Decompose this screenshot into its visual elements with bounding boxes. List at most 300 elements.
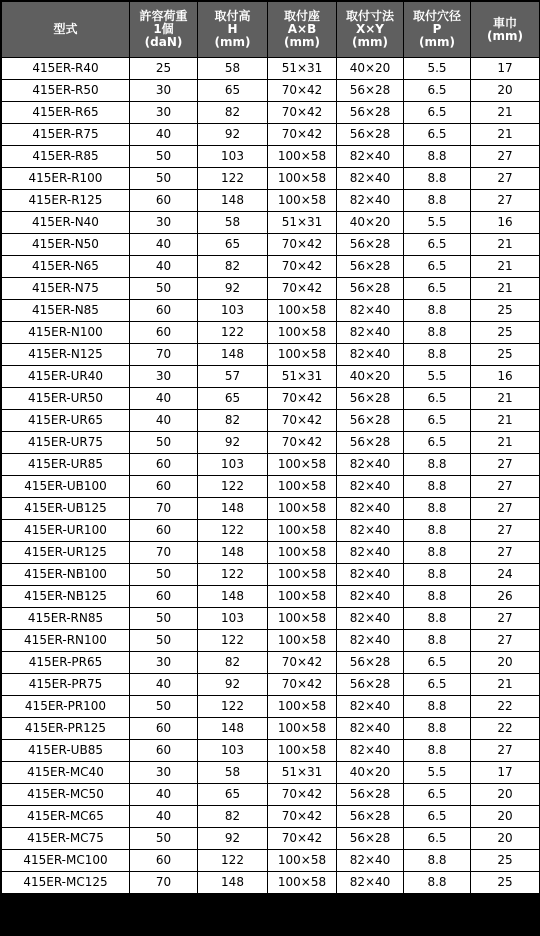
cell-wheel-width: 25: [471, 344, 540, 366]
column-header-mounting-dimension: [337, 2, 404, 58]
cell-mounting-height: 82: [198, 652, 268, 674]
cell-mounting-height: 82: [198, 410, 268, 432]
cell-mounting-base: 100×58: [268, 718, 337, 740]
cell-mounting-base: 100×58: [268, 498, 337, 520]
cell-mounting-height: 92: [198, 828, 268, 850]
cell-mounting-base: 70×42: [268, 278, 337, 300]
cell-wheel-width: 21: [471, 124, 540, 146]
cell-mounting-dimension: 56×28: [337, 80, 404, 102]
cell-mounting-hole-diameter: 6.5: [404, 828, 471, 850]
column-header-line: A×B: [287, 22, 317, 36]
cell-mounting-dimension: 56×28: [337, 234, 404, 256]
cell-model: 415ER-N75: [2, 278, 130, 300]
cell-model: 415ER-MC40: [2, 762, 130, 784]
cell-mounting-height: 148: [198, 190, 268, 212]
column-header-line: X×Y: [356, 22, 384, 36]
spec-table: [1, 1, 540, 894]
column-header-wheel-width: [471, 2, 540, 58]
cell-mounting-base: 100×58: [268, 454, 337, 476]
table-row: [2, 146, 540, 168]
cell-model: 415ER-UR125: [2, 542, 130, 564]
table-row: [2, 784, 540, 806]
table-row: [2, 388, 540, 410]
cell-mounting-height: 58: [198, 762, 268, 784]
cell-mounting-hole-diameter: 8.8: [404, 586, 471, 608]
table-row: [2, 520, 540, 542]
cell-allowable-load: 60: [130, 718, 198, 740]
cell-wheel-width: 16: [471, 212, 540, 234]
cell-model: 415ER-UR65: [2, 410, 130, 432]
column-header-line: 取付寸法: [345, 9, 394, 23]
cell-mounting-hole-diameter: 6.5: [404, 674, 471, 696]
cell-mounting-hole-diameter: 8.8: [404, 146, 471, 168]
cell-mounting-hole-diameter: 5.5: [404, 762, 471, 784]
cell-mounting-dimension: 56×28: [337, 784, 404, 806]
column-header-line: (mm): [214, 35, 251, 49]
cell-allowable-load: 30: [130, 366, 198, 388]
cell-mounting-hole-diameter: 8.8: [404, 520, 471, 542]
cell-mounting-base: 70×42: [268, 256, 337, 278]
cell-mounting-dimension: 82×40: [337, 476, 404, 498]
cell-mounting-height: 148: [198, 586, 268, 608]
cell-allowable-load: 30: [130, 652, 198, 674]
column-header-line: 取付座: [283, 9, 320, 23]
cell-allowable-load: 60: [130, 190, 198, 212]
cell-mounting-base: 70×42: [268, 410, 337, 432]
cell-mounting-base: 70×42: [268, 806, 337, 828]
cell-mounting-dimension: 82×40: [337, 498, 404, 520]
cell-allowable-load: 70: [130, 872, 198, 894]
cell-mounting-dimension: 82×40: [337, 718, 404, 740]
cell-mounting-height: 122: [198, 476, 268, 498]
cell-wheel-width: 17: [471, 762, 540, 784]
cell-model: 415ER-MC65: [2, 806, 130, 828]
table-row: [2, 300, 540, 322]
table-body: [2, 58, 540, 894]
cell-mounting-hole-diameter: 6.5: [404, 256, 471, 278]
column-header-line: (mm): [284, 35, 320, 49]
cell-mounting-hole-diameter: 6.5: [404, 784, 471, 806]
cell-mounting-height: 122: [198, 696, 268, 718]
table-row: [2, 124, 540, 146]
cell-mounting-dimension: 40×20: [337, 762, 404, 784]
column-header-line: (mm): [419, 35, 455, 49]
cell-mounting-height: 103: [198, 608, 268, 630]
cell-mounting-base: 51×31: [268, 762, 337, 784]
table-row: [2, 564, 540, 586]
cell-mounting-hole-diameter: 8.8: [404, 872, 471, 894]
cell-mounting-height: 82: [198, 806, 268, 828]
cell-mounting-hole-diameter: 8.8: [404, 850, 471, 872]
cell-model: 415ER-R40: [2, 58, 130, 80]
cell-model: 415ER-MC75: [2, 828, 130, 850]
cell-mounting-height: 103: [198, 300, 268, 322]
cell-mounting-base: 70×42: [268, 124, 337, 146]
cell-mounting-hole-diameter: 6.5: [404, 80, 471, 102]
cell-model: 415ER-N125: [2, 344, 130, 366]
cell-wheel-width: 20: [471, 806, 540, 828]
cell-wheel-width: 27: [471, 190, 540, 212]
cell-model: 415ER-N65: [2, 256, 130, 278]
cell-mounting-base: 100×58: [268, 168, 337, 190]
cell-wheel-width: 25: [471, 872, 540, 894]
cell-mounting-base: 100×58: [268, 146, 337, 168]
cell-allowable-load: 40: [130, 124, 198, 146]
cell-mounting-dimension: 56×28: [337, 828, 404, 850]
cell-mounting-hole-diameter: 8.8: [404, 630, 471, 652]
cell-allowable-load: 60: [130, 300, 198, 322]
cell-wheel-width: 21: [471, 102, 540, 124]
cell-mounting-height: 57: [198, 366, 268, 388]
cell-mounting-dimension: 82×40: [337, 344, 404, 366]
cell-model: 415ER-R100: [2, 168, 130, 190]
cell-model: 415ER-UB125: [2, 498, 130, 520]
cell-model: 415ER-PR75: [2, 674, 130, 696]
cell-mounting-height: 92: [198, 432, 268, 454]
cell-model: 415ER-UR75: [2, 432, 130, 454]
cell-model: 415ER-R125: [2, 190, 130, 212]
cell-mounting-height: 65: [198, 80, 268, 102]
cell-mounting-base: 100×58: [268, 564, 337, 586]
cell-mounting-dimension: 40×20: [337, 366, 404, 388]
cell-mounting-dimension: 82×40: [337, 168, 404, 190]
table-row: [2, 850, 540, 872]
cell-mounting-height: 122: [198, 564, 268, 586]
table-row: [2, 652, 540, 674]
cell-mounting-base: 70×42: [268, 234, 337, 256]
cell-mounting-height: 103: [198, 740, 268, 762]
cell-mounting-hole-diameter: 8.8: [404, 564, 471, 586]
cell-mounting-height: 65: [198, 234, 268, 256]
cell-mounting-height: 103: [198, 454, 268, 476]
cell-mounting-dimension: 82×40: [337, 454, 404, 476]
cell-mounting-base: 100×58: [268, 608, 337, 630]
table-row: [2, 190, 540, 212]
table-row: [2, 872, 540, 894]
column-header-line: 許容荷重: [139, 9, 188, 23]
cell-allowable-load: 70: [130, 344, 198, 366]
column-header-line: 型式: [53, 22, 78, 36]
table-row: [2, 630, 540, 652]
cell-mounting-hole-diameter: 5.5: [404, 58, 471, 80]
table-row: [2, 586, 540, 608]
cell-mounting-base: 51×31: [268, 58, 337, 80]
cell-mounting-base: 100×58: [268, 520, 337, 542]
cell-mounting-base: 70×42: [268, 784, 337, 806]
cell-allowable-load: 50: [130, 432, 198, 454]
cell-mounting-base: 100×58: [268, 322, 337, 344]
cell-mounting-hole-diameter: 5.5: [404, 212, 471, 234]
cell-model: 415ER-N100: [2, 322, 130, 344]
column-header-mounting-hole-diameter: [404, 2, 471, 58]
cell-wheel-width: 27: [471, 630, 540, 652]
cell-wheel-width: 22: [471, 696, 540, 718]
cell-wheel-width: 16: [471, 366, 540, 388]
table-row: [2, 498, 540, 520]
cell-mounting-hole-diameter: 8.8: [404, 344, 471, 366]
cell-mounting-hole-diameter: 6.5: [404, 278, 471, 300]
cell-allowable-load: 50: [130, 696, 198, 718]
cell-allowable-load: 50: [130, 146, 198, 168]
cell-mounting-base: 70×42: [268, 828, 337, 850]
cell-allowable-load: 50: [130, 564, 198, 586]
table-row: [2, 718, 540, 740]
cell-model: 415ER-UB85: [2, 740, 130, 762]
table-row: [2, 102, 540, 124]
table-row: [2, 608, 540, 630]
cell-wheel-width: 21: [471, 234, 540, 256]
cell-allowable-load: 30: [130, 762, 198, 784]
cell-mounting-hole-diameter: 5.5: [404, 366, 471, 388]
cell-mounting-height: 65: [198, 388, 268, 410]
table-row: [2, 278, 540, 300]
cell-allowable-load: 50: [130, 608, 198, 630]
cell-model: 415ER-N40: [2, 212, 130, 234]
cell-allowable-load: 40: [130, 674, 198, 696]
table-row: [2, 58, 540, 80]
cell-wheel-width: 20: [471, 80, 540, 102]
cell-model: 415ER-NB125: [2, 586, 130, 608]
cell-model: 415ER-UR50: [2, 388, 130, 410]
cell-mounting-dimension: 82×40: [337, 872, 404, 894]
cell-wheel-width: 21: [471, 432, 540, 454]
table-row: [2, 476, 540, 498]
table-row: [2, 344, 540, 366]
cell-model: 415ER-R65: [2, 102, 130, 124]
column-header-line: 1個: [153, 22, 174, 36]
cell-mounting-dimension: 56×28: [337, 432, 404, 454]
cell-mounting-base: 100×58: [268, 476, 337, 498]
cell-mounting-dimension: 82×40: [337, 586, 404, 608]
cell-wheel-width: 21: [471, 388, 540, 410]
cell-allowable-load: 60: [130, 586, 198, 608]
table-row: [2, 454, 540, 476]
cell-mounting-base: 100×58: [268, 872, 337, 894]
cell-model: 415ER-RN85: [2, 608, 130, 630]
cell-allowable-load: 60: [130, 322, 198, 344]
cell-mounting-base: 70×42: [268, 674, 337, 696]
cell-mounting-hole-diameter: 8.8: [404, 300, 471, 322]
cell-mounting-height: 122: [198, 168, 268, 190]
cell-allowable-load: 70: [130, 542, 198, 564]
cell-wheel-width: 27: [471, 476, 540, 498]
cell-allowable-load: 40: [130, 234, 198, 256]
cell-allowable-load: 40: [130, 256, 198, 278]
cell-mounting-height: 92: [198, 674, 268, 696]
cell-mounting-hole-diameter: 8.8: [404, 322, 471, 344]
cell-mounting-dimension: 82×40: [337, 608, 404, 630]
cell-mounting-hole-diameter: 8.8: [404, 542, 471, 564]
cell-allowable-load: 50: [130, 168, 198, 190]
cell-mounting-height: 148: [198, 872, 268, 894]
cell-model: 415ER-RN100: [2, 630, 130, 652]
table-row: [2, 762, 540, 784]
table-row: [2, 322, 540, 344]
cell-model: 415ER-R75: [2, 124, 130, 146]
cell-model: 415ER-R85: [2, 146, 130, 168]
cell-wheel-width: 27: [471, 498, 540, 520]
table-row: [2, 828, 540, 850]
cell-mounting-base: 70×42: [268, 388, 337, 410]
cell-mounting-height: 148: [198, 718, 268, 740]
cell-mounting-hole-diameter: 8.8: [404, 718, 471, 740]
cell-mounting-base: 70×42: [268, 432, 337, 454]
cell-mounting-hole-diameter: 8.8: [404, 696, 471, 718]
header-row: [2, 2, 540, 58]
cell-mounting-hole-diameter: 6.5: [404, 124, 471, 146]
cell-wheel-width: 24: [471, 564, 540, 586]
cell-wheel-width: 20: [471, 784, 540, 806]
cell-mounting-hole-diameter: 8.8: [404, 190, 471, 212]
table-row: [2, 168, 540, 190]
cell-mounting-hole-diameter: 6.5: [404, 234, 471, 256]
cell-wheel-width: 27: [471, 542, 540, 564]
cell-allowable-load: 50: [130, 278, 198, 300]
cell-mounting-base: 100×58: [268, 300, 337, 322]
cell-allowable-load: 60: [130, 476, 198, 498]
table-header: [2, 2, 540, 58]
cell-mounting-base: 100×58: [268, 696, 337, 718]
cell-allowable-load: 40: [130, 806, 198, 828]
column-header-model: [2, 2, 130, 58]
cell-model: 415ER-PR100: [2, 696, 130, 718]
cell-mounting-hole-diameter: 6.5: [404, 432, 471, 454]
cell-allowable-load: 50: [130, 828, 198, 850]
cell-mounting-base: 100×58: [268, 630, 337, 652]
cell-mounting-dimension: 56×28: [337, 410, 404, 432]
cell-allowable-load: 40: [130, 410, 198, 432]
cell-mounting-dimension: 82×40: [337, 850, 404, 872]
cell-mounting-height: 148: [198, 542, 268, 564]
cell-wheel-width: 25: [471, 322, 540, 344]
cell-mounting-hole-diameter: 6.5: [404, 102, 471, 124]
cell-mounting-hole-diameter: 8.8: [404, 454, 471, 476]
cell-mounting-dimension: 40×20: [337, 58, 404, 80]
cell-allowable-load: 60: [130, 454, 198, 476]
column-header-line: H: [227, 22, 238, 36]
cell-wheel-width: 21: [471, 410, 540, 432]
cell-mounting-dimension: 56×28: [337, 806, 404, 828]
cell-mounting-dimension: 56×28: [337, 102, 404, 124]
cell-mounting-base: 100×58: [268, 850, 337, 872]
cell-model: 415ER-PR65: [2, 652, 130, 674]
cell-mounting-dimension: 82×40: [337, 190, 404, 212]
column-header-line: 車巾: [492, 15, 517, 30]
cell-mounting-hole-diameter: 6.5: [404, 410, 471, 432]
cell-mounting-hole-diameter: 6.5: [404, 806, 471, 828]
cell-allowable-load: 30: [130, 212, 198, 234]
cell-wheel-width: 26: [471, 586, 540, 608]
cell-wheel-width: 20: [471, 828, 540, 850]
cell-allowable-load: 30: [130, 102, 198, 124]
cell-model: 415ER-MC125: [2, 872, 130, 894]
cell-allowable-load: 25: [130, 58, 198, 80]
cell-mounting-dimension: 82×40: [337, 630, 404, 652]
cell-model: 415ER-UR40: [2, 366, 130, 388]
cell-mounting-base: 51×31: [268, 366, 337, 388]
table-row: [2, 542, 540, 564]
cell-mounting-dimension: 56×28: [337, 674, 404, 696]
cell-model: 415ER-N85: [2, 300, 130, 322]
cell-mounting-dimension: 56×28: [337, 124, 404, 146]
cell-wheel-width: 25: [471, 300, 540, 322]
cell-model: 415ER-MC50: [2, 784, 130, 806]
cell-mounting-dimension: 82×40: [337, 322, 404, 344]
cell-wheel-width: 22: [471, 718, 540, 740]
cell-mounting-base: 100×58: [268, 740, 337, 762]
cell-mounting-base: 70×42: [268, 80, 337, 102]
cell-mounting-dimension: 82×40: [337, 740, 404, 762]
cell-mounting-height: 82: [198, 256, 268, 278]
cell-wheel-width: 27: [471, 454, 540, 476]
cell-mounting-base: 100×58: [268, 344, 337, 366]
cell-mounting-base: 70×42: [268, 102, 337, 124]
cell-wheel-width: 25: [471, 850, 540, 872]
cell-wheel-width: 20: [471, 652, 540, 674]
cell-mounting-height: 122: [198, 322, 268, 344]
cell-wheel-width: 27: [471, 740, 540, 762]
cell-mounting-dimension: 82×40: [337, 564, 404, 586]
cell-mounting-hole-diameter: 8.8: [404, 168, 471, 190]
cell-model: 415ER-R50: [2, 80, 130, 102]
cell-mounting-hole-diameter: 8.8: [404, 740, 471, 762]
cell-model: 415ER-N50: [2, 234, 130, 256]
column-header-line: (mm): [352, 35, 388, 49]
cell-mounting-base: 100×58: [268, 586, 337, 608]
cell-mounting-hole-diameter: 6.5: [404, 388, 471, 410]
cell-mounting-base: 100×58: [268, 542, 337, 564]
cell-mounting-dimension: 56×28: [337, 256, 404, 278]
cell-wheel-width: 21: [471, 256, 540, 278]
cell-mounting-base: 51×31: [268, 212, 337, 234]
cell-mounting-height: 103: [198, 146, 268, 168]
cell-wheel-width: 21: [471, 278, 540, 300]
cell-wheel-width: 27: [471, 520, 540, 542]
cell-mounting-hole-diameter: 8.8: [404, 498, 471, 520]
cell-mounting-height: 65: [198, 784, 268, 806]
cell-mounting-hole-diameter: 8.8: [404, 608, 471, 630]
table-row: [2, 806, 540, 828]
table-row: [2, 234, 540, 256]
cell-mounting-dimension: 40×20: [337, 212, 404, 234]
cell-allowable-load: 30: [130, 80, 198, 102]
cell-mounting-base: 70×42: [268, 652, 337, 674]
cell-mounting-height: 122: [198, 850, 268, 872]
table-row: [2, 674, 540, 696]
table-row: [2, 212, 540, 234]
cell-mounting-hole-diameter: 8.8: [404, 476, 471, 498]
cell-wheel-width: 21: [471, 674, 540, 696]
column-header-allowable-load: [130, 2, 198, 58]
cell-allowable-load: 60: [130, 520, 198, 542]
cell-mounting-dimension: 82×40: [337, 696, 404, 718]
cell-mounting-dimension: 82×40: [337, 542, 404, 564]
cell-wheel-width: 27: [471, 146, 540, 168]
column-header-mounting-height: [198, 2, 268, 58]
table-row: [2, 410, 540, 432]
cell-mounting-hole-diameter: 6.5: [404, 652, 471, 674]
column-header-mounting-base: [268, 2, 337, 58]
cell-allowable-load: 70: [130, 498, 198, 520]
cell-mounting-height: 122: [198, 630, 268, 652]
column-header-line: (mm): [487, 28, 523, 43]
column-header-line: 取付高: [214, 9, 251, 23]
table-row: [2, 432, 540, 454]
cell-mounting-height: 92: [198, 278, 268, 300]
cell-allowable-load: 50: [130, 630, 198, 652]
cell-model: 415ER-UR100: [2, 520, 130, 542]
cell-allowable-load: 60: [130, 850, 198, 872]
